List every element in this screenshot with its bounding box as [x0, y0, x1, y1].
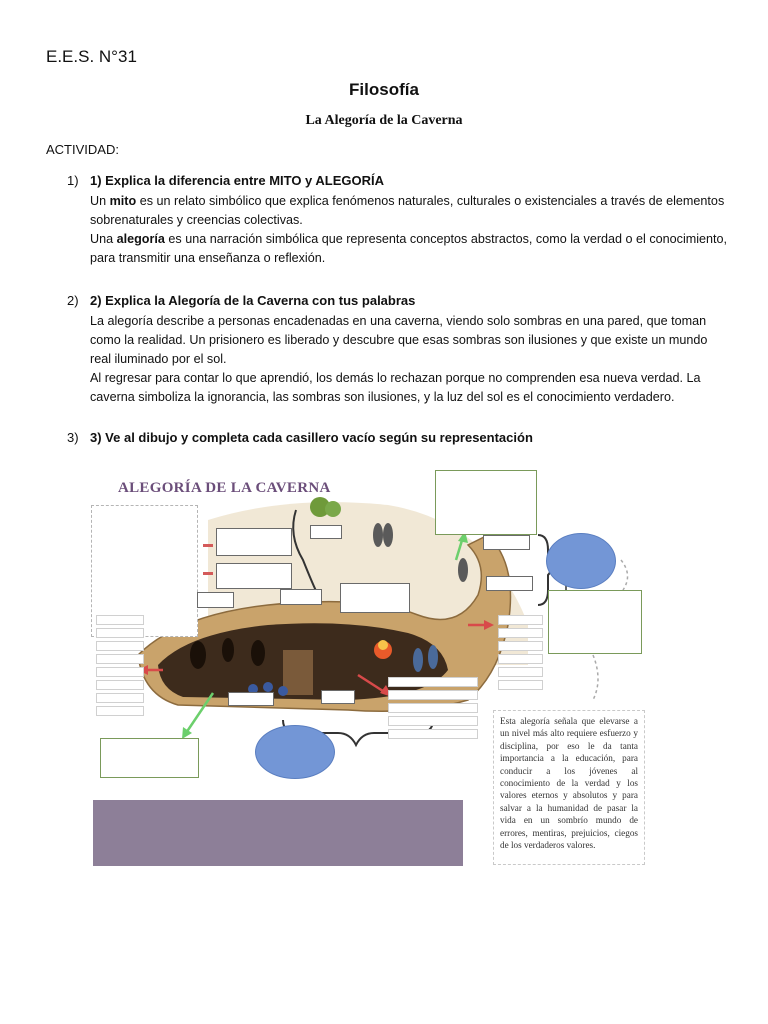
answer-line: real iluminado por el sol. — [90, 352, 227, 366]
answer-line: La alegoría describe a personas encadenadas en una caverna, viendo solo sombras en una pared, que toman — [90, 314, 707, 328]
answer-box[interactable] — [280, 589, 322, 605]
answer-box[interactable] — [197, 592, 234, 608]
question-2-heading: 2) Explica la Alegoría de la Caverna con tus palabras — [90, 293, 416, 308]
answer-ellipse-top[interactable] — [546, 533, 616, 589]
question-2-answer — [90, 312, 730, 407]
answer-line: Un mito es un relato simbólico que explica fenómenos naturales, culturales o existenciales a través de elementos — [90, 194, 725, 208]
answer-box[interactable] — [340, 583, 410, 613]
figure-explanation: Esta alegoría señala que elevarse a un nivel más alto requiere esfuerzo y disciplina, por eso le da tanta importancia a la educación, para conducir a los jóvenes al conocimiento de la verdad y los valores eternos y absolutos y para salvar a la humanidad de pasar la vida en un sombrío mundo de errores, mentiras, prejuicios, ciegos de los verdaderos valores. — [493, 710, 645, 865]
answer-box[interactable] — [216, 528, 292, 556]
answer-line: caverna simboliza la ignorancia, las sombras son ilusiones, y la luz del sol es el conocimiento verdadero. — [90, 390, 675, 404]
figure-title: ALEGORÍA DE LA CAVERNA — [118, 480, 331, 496]
answer-lines-right[interactable] — [498, 615, 543, 693]
answer-line: Al regresar para contar lo que aprendió, los demás lo rechazan porque no comprenden esa nueva verdad. La — [90, 371, 701, 385]
answer-line: para transmitir una enseñanza o reflexión. — [90, 251, 326, 265]
question-1-answer — [90, 192, 730, 268]
question-3-number: 3) — [67, 430, 79, 445]
answer-ellipse-bottom[interactable] — [255, 725, 335, 779]
answer-box[interactable] — [310, 525, 342, 539]
answer-box[interactable] — [216, 563, 292, 589]
answer-box[interactable] — [321, 690, 355, 704]
answer-line: como la realidad. Un prisionero es liberado y descubre que esas sombras son ilusiones y que existe un mundo — [90, 333, 708, 347]
document-title: La Alegoría de la Caverna — [305, 113, 463, 128]
school-name: E.E.S. N°31 — [46, 47, 137, 66]
answer-box-bottom-left[interactable] — [100, 738, 199, 778]
question-2-number: 2) — [67, 293, 79, 308]
cave-allegory-diagram — [88, 465, 648, 870]
answer-line: Una alegoría es una narración simbólica que representa conceptos abstractos, como la verdad o el conocimiento, — [90, 232, 728, 246]
question-1-number: 1) — [67, 173, 79, 188]
answer-lines-left[interactable] — [96, 615, 144, 719]
question-3-heading: 3) Ve al dibujo y completa cada casillero vacío según su representación — [90, 430, 533, 445]
question-1-heading: 1) Explica la diferencia entre MITO y ALEGORÍA — [90, 173, 385, 188]
answer-box-top-right[interactable] — [435, 470, 537, 535]
answer-box[interactable] — [483, 535, 530, 550]
answer-lines-center[interactable] — [388, 677, 478, 742]
answer-band[interactable] — [93, 800, 463, 866]
answer-box-right[interactable] — [548, 590, 642, 654]
activity-label: ACTIVIDAD: — [46, 142, 119, 157]
subject-title: Filosofía — [349, 80, 419, 99]
answer-box[interactable] — [486, 576, 533, 591]
answer-line: sobrenaturales y creencias colectivas. — [90, 213, 303, 227]
answer-box[interactable] — [228, 692, 274, 706]
